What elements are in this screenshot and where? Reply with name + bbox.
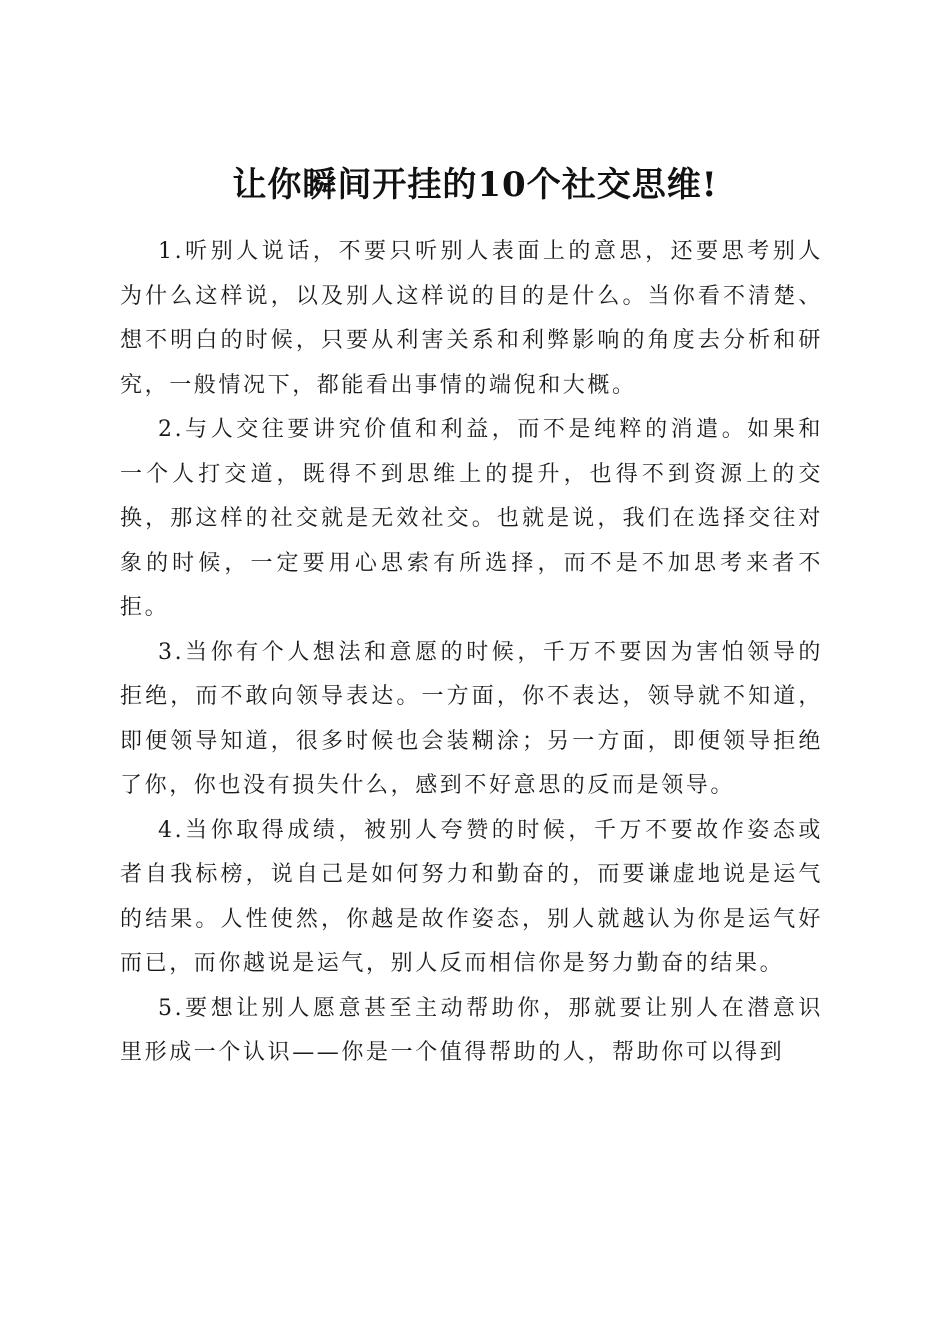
paragraph-2: 2.与人交往要讲究价值和利益，而不是纯粹的消遣。如果和一个人打交道，既得不到思维上的提升，也得不到资源上的交换，那这样的社交就是无效社交。也就是说，我们在选择交往对象的时候，一定要用心思索有所选择，而不是不加思考来者不拒。 — [120, 417, 823, 620]
paragraph-3: 3.当你有个人想法和意愿的时候，千万不要因为害怕领导的拒绝，而不敢向领导表达。一方面，你不表达，领导就不知道，即便领导知道，很多时候也会装糊涂；另一方面，即便领导拒绝了你，你也没有损失什么，感到不好意思的反而是领导。 — [120, 639, 823, 798]
document-title: 让你瞬间开挂的10个社交思维! — [232, 164, 718, 205]
paragraph-4: 4.当你取得成绩，被别人夸赞的时候，千万不要故作姿态或者自我标榜，说自己是如何努力和勤奋的，而要谦虚地说是运气的结果。人性使然，你越是故作姿态，别人就越认为你是运气好而已，而你越说是运气，别人反而相信你是努力勤奋的结果。 — [120, 817, 823, 976]
paragraph-5: 5.要想让别人愿意甚至主动帮助你，那就要让别人在潜意识里形成一个认识——你是一个值得帮助的人，帮助你可以得到 — [120, 995, 823, 1065]
paragraph-1: 1.听别人说话，不要只听别人表面上的意思，还要思考别人为什么这样说，以及别人这样说的目的是什么。当你看不清楚、想不明白的时候，只要从利害关系和利弊影响的角度去分析和研究，一般情况下，都能看出事情的端倪和大概。 — [120, 239, 823, 398]
document-body — [120, 230, 823, 1076]
